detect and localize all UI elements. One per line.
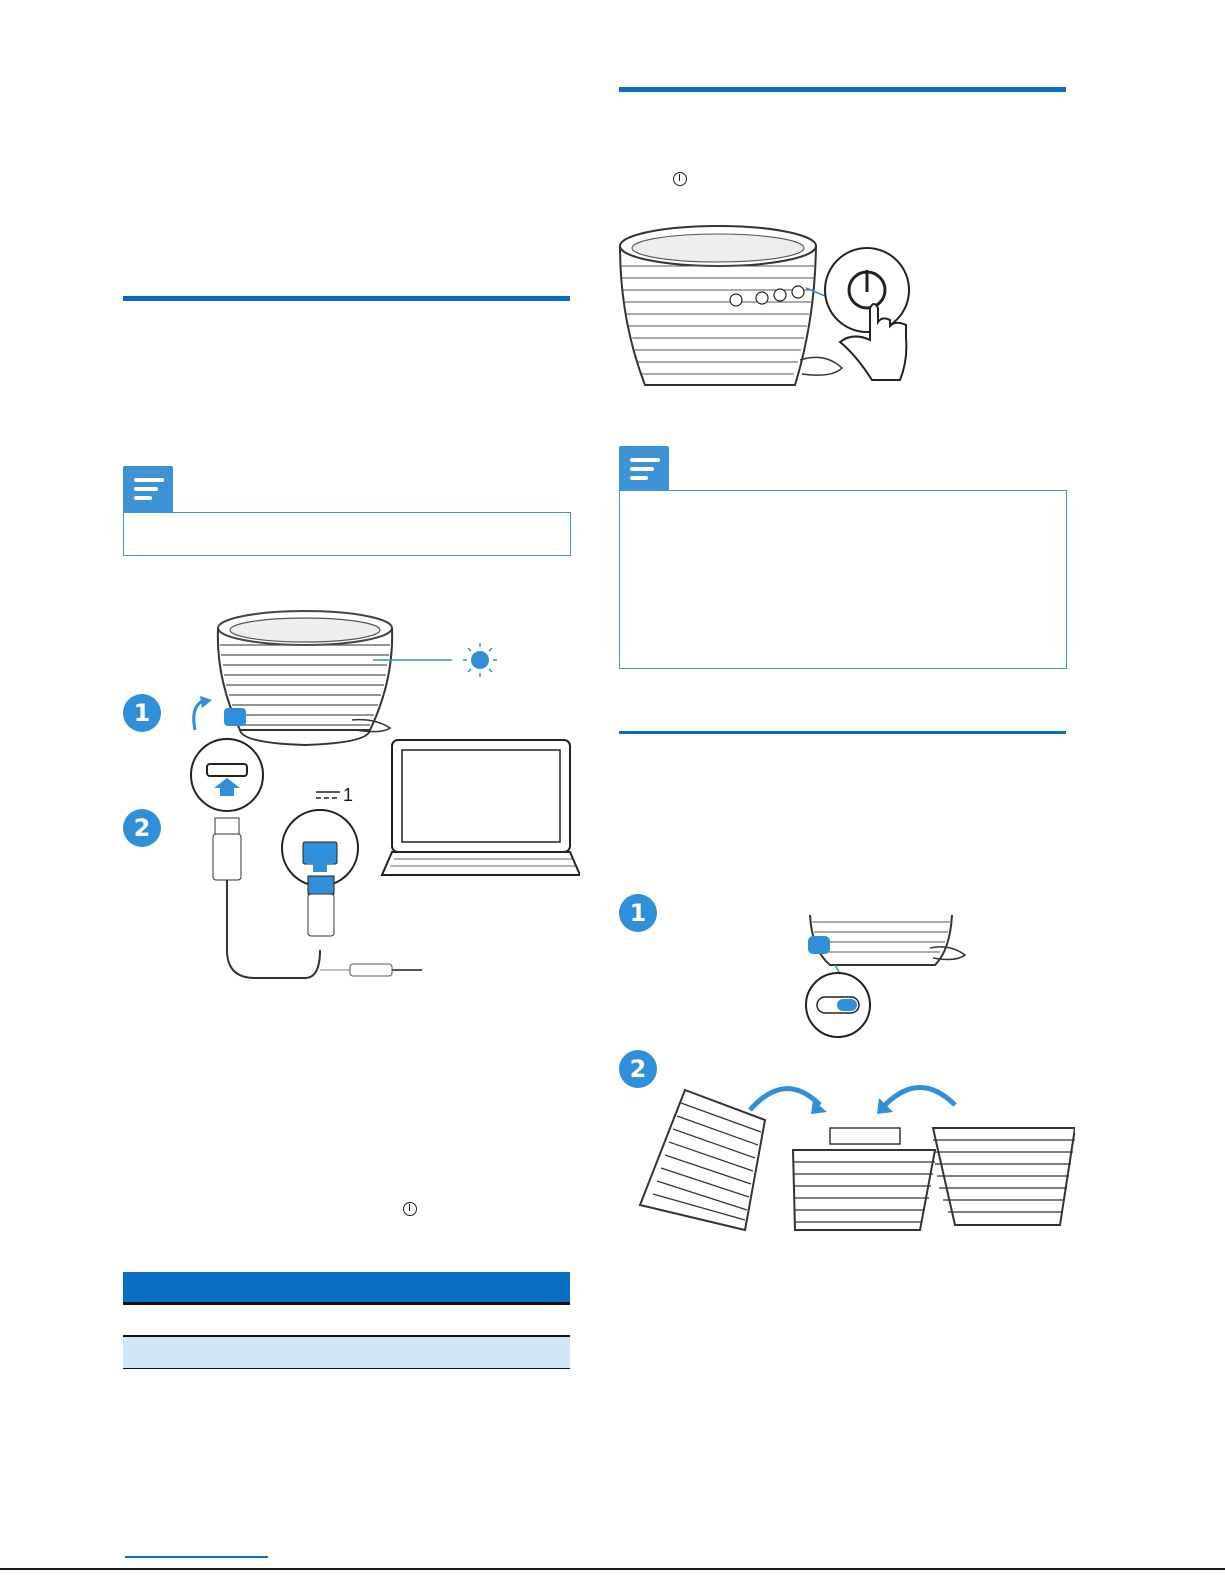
table-bottom-rule	[123, 1368, 570, 1369]
table-row	[123, 1337, 570, 1368]
speaker-assembly-illustration	[635, 1070, 1075, 1240]
section-rule-right-mid	[619, 731, 1066, 734]
speaker-usb-connection-illustration	[160, 600, 580, 1000]
step-badge-2: 2	[619, 1050, 657, 1088]
table-header-underline	[123, 1302, 570, 1305]
power-icon	[403, 1202, 417, 1216]
footer-rule	[0, 1568, 1225, 1570]
note-icon	[619, 446, 669, 492]
speaker-base-switch-illustration	[800, 910, 980, 1040]
note-icon	[123, 466, 173, 512]
dc-label: 1	[343, 785, 354, 805]
note-box-right	[619, 490, 1067, 669]
section-rule-left	[123, 296, 570, 301]
footer-link-rule	[125, 1556, 268, 1558]
section-rule-right-top	[619, 87, 1066, 92]
power-on-illustration	[610, 220, 920, 395]
step-badge-2: 2	[123, 809, 161, 847]
power-icon	[673, 172, 687, 186]
step-badge-1: 1	[123, 694, 161, 732]
note-box-left	[123, 512, 571, 556]
step-badge-1: 1	[619, 894, 657, 932]
table-header	[123, 1272, 570, 1302]
